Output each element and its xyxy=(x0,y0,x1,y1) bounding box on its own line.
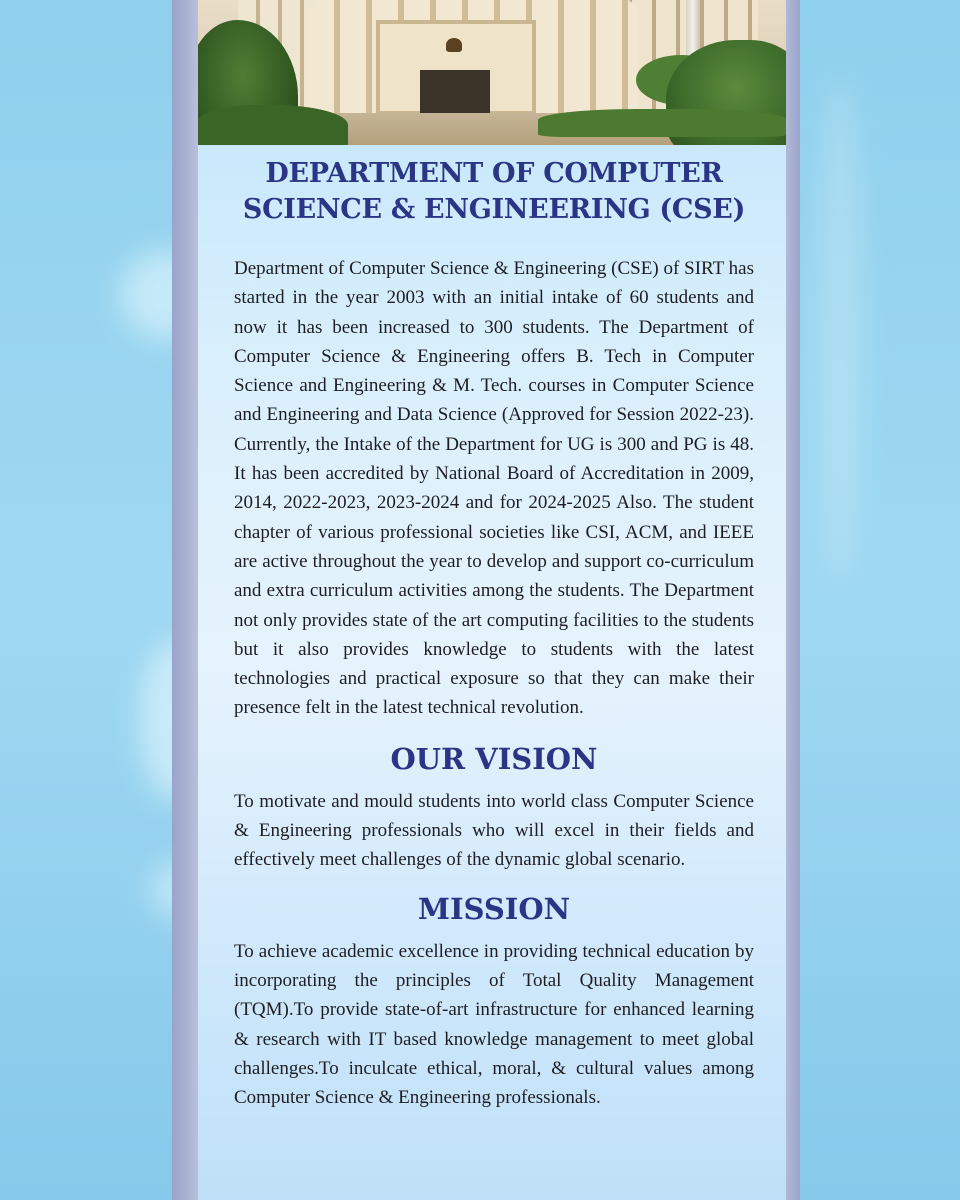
poster-frame xyxy=(172,0,800,1200)
poster-content xyxy=(234,150,754,1112)
vision-text: To motivate and mould students into world class Computer Science & Engineering professionals who will excel in their fields and effectively meet challenges of the dynamic global scenario. xyxy=(234,790,754,871)
background-glow xyxy=(820,80,860,580)
department-intro: Department of Computer Science & Engineering (CSE) of SIRT has started in the year 2003 with an initial intake of 60 students and now it has been increased to 300 students. The Department of Computer Science & Engineering offers B. Tech in Computer Science and Engineering & M. Tech. courses in Computer Science and Engineering and Data Science (Approved for Session 2022-23). Currently, the Intake of the Department for UG is 300 and PG is 48. It has been accredited by National Board of Accreditation in 2009, 2014, 2022-2023, 2023-2024 and for 2024-2025 Also. The student chapter of various professional societies like CSI, ACM, and IEEE are active throughout the year to develop and support co-curriculum and extra curriculum activities among the students. The Department not only provides state of the art computing facilities to the students but it also provides knowledge to students with the latest technologies and practical exposure so that they can make their presence felt in the latest technical revolution. xyxy=(234,258,754,719)
building-emblem xyxy=(446,38,462,52)
hedge-right xyxy=(538,109,786,137)
campus-building-photo xyxy=(198,0,786,145)
building-entrance xyxy=(420,70,490,115)
vision-heading: OUR VISION xyxy=(390,741,598,776)
poster-panel xyxy=(198,0,786,1200)
mission-text: To achieve academic excellence in providing technical education by incorporating the principles of Total Quality Management (TQM).To provide state-of-art infrastructure for enhanced learning & research with IT based knowledge management to meet global challenges.To inculcate ethical, moral, & cultural values among Computer Science & Engineering professionals. xyxy=(234,940,754,1109)
hedge-left xyxy=(198,105,348,145)
page-title: DEPARTMENT OF COMPUTER SCIENCE & ENGINEERING (CSE) xyxy=(242,158,746,225)
mission-heading: MISSION xyxy=(417,891,571,926)
